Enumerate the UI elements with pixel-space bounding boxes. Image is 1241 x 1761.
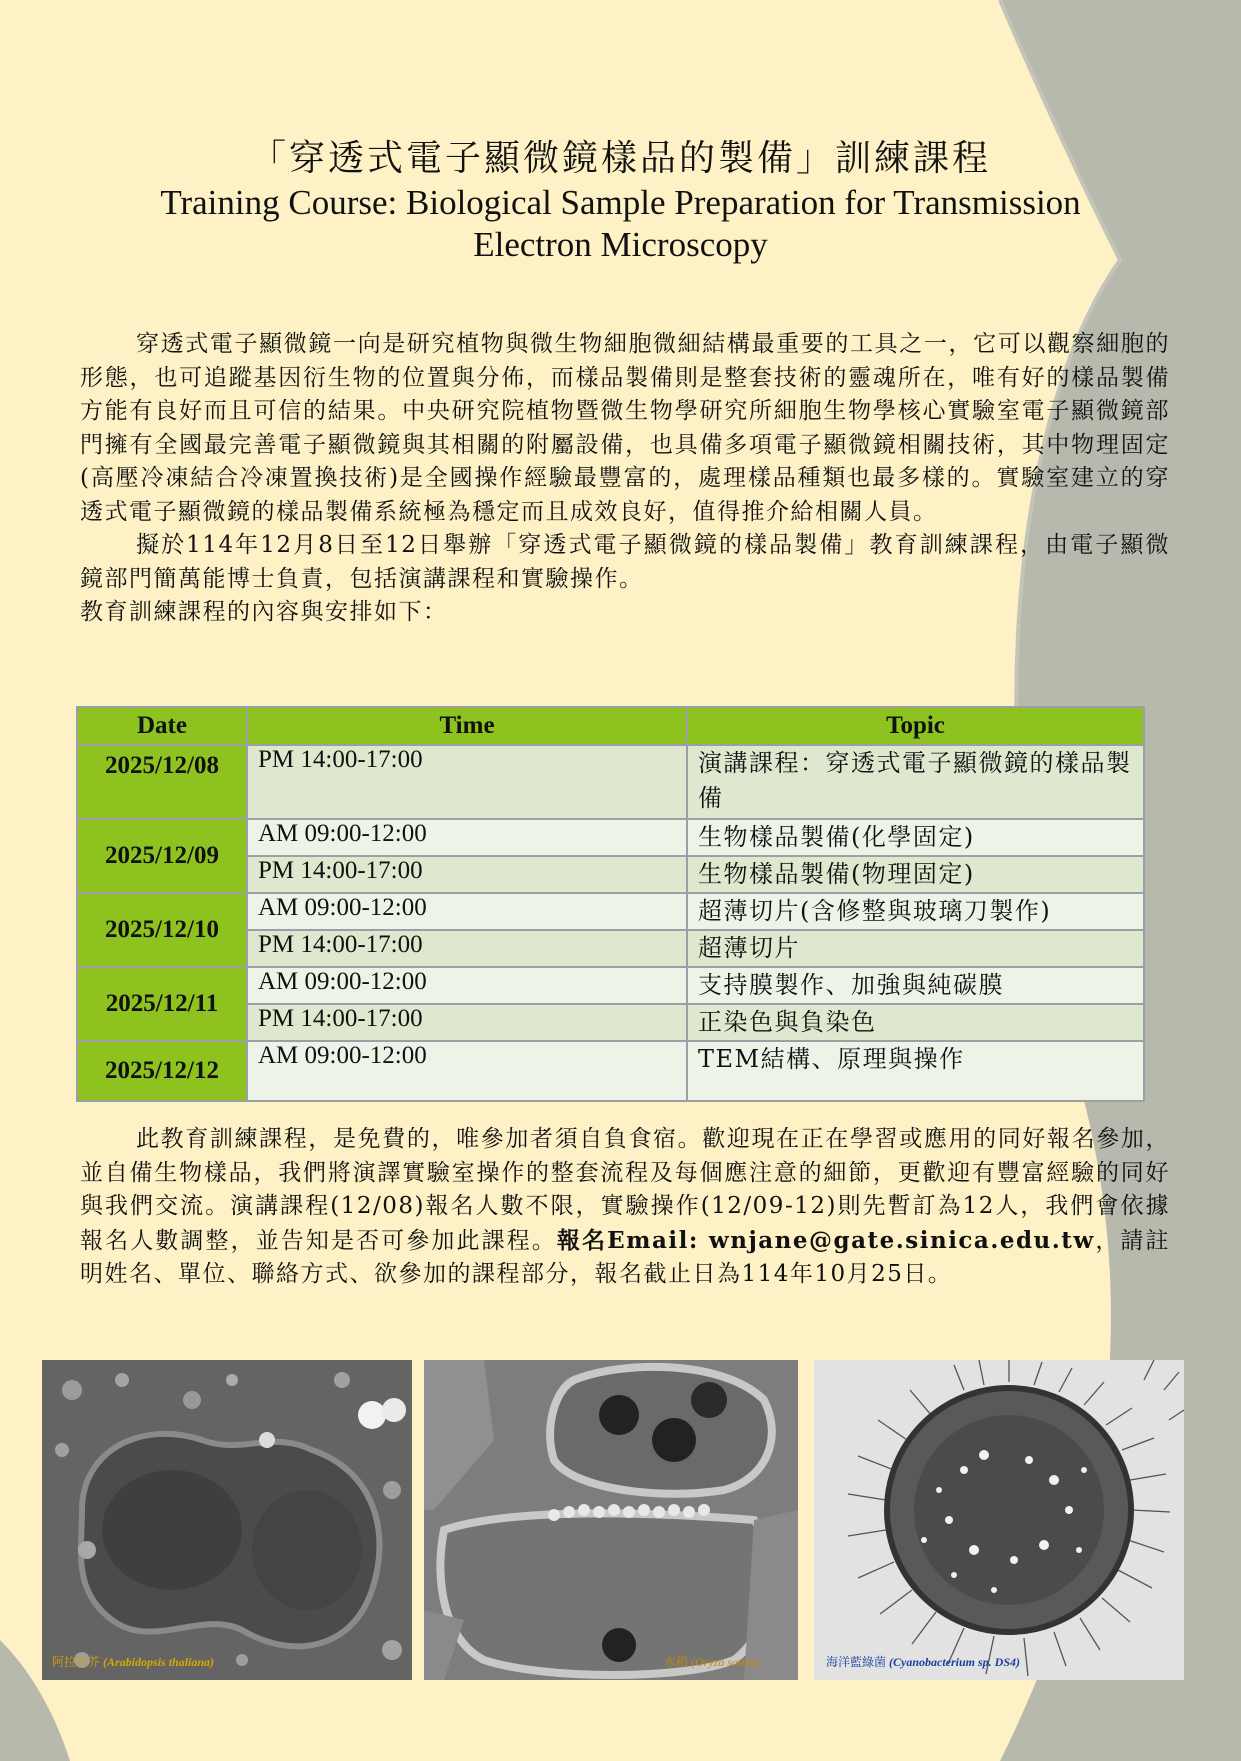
table-row <box>77 967 1144 1004</box>
date-cell: 2025/12/09 <box>77 819 247 893</box>
schedule-table <box>76 706 1145 1102</box>
tem-image-rice <box>424 1360 798 1680</box>
closing-text-2: ，請註明姓名、單位、聯絡方式、欲參加的課程部分，報名截止日為114年10月25日。 <box>80 1227 1171 1287</box>
time-cell: PM 14:00-17:00 <box>247 930 687 967</box>
photo-caption-arabidopsis <box>52 1653 214 1670</box>
caption-zh: 阿拉伯芥 <box>52 1655 101 1669</box>
caption-zh: 水稻 <box>664 1655 689 1669</box>
table-row <box>77 893 1144 930</box>
tem-photo-arabidopsis <box>42 1360 412 1680</box>
tem-image-arabidopsis <box>42 1360 412 1680</box>
topic-cell: 演講課程：穿透式電子顯微鏡的樣品製備 <box>687 745 1144 819</box>
topic-cell: 生物樣品製備(物理固定) <box>687 856 1144 893</box>
closing-text-1: 此教育訓練課程，是免費的，唯參加者須自負食宿。歡迎現在正在學習或應用的同好報名參加，並自備生物樣品，我們將演譯實驗室操作的整套流程及每個應注意的細節，更歡迎有豐富經驗的同好與我們交流。演講課程(12/08)報名人數不限，實驗操作(12/09-12)則先暫訂為12人，我們會依據報名人數調整，並告知是否可參加此課程。 <box>80 1126 1170 1254</box>
photo-caption-rice <box>664 1653 760 1670</box>
topic-cell: 生物樣品製備(化學固定) <box>687 819 1144 856</box>
title-chinese: 「穿透式電子顯微鏡樣品的製備」訓練課程 <box>249 138 991 179</box>
table-row <box>77 819 1144 856</box>
time-cell: PM 14:00-17:00 <box>247 1004 687 1041</box>
header-time: Time <box>247 707 687 745</box>
tem-photo-rice <box>424 1360 798 1680</box>
photo-caption-cyanobacterium <box>826 1653 1020 1670</box>
time-cell: PM 14:00-17:00 <box>247 856 687 893</box>
header-topic: Topic <box>687 707 1144 745</box>
topic-cell: 超薄切片 <box>687 930 1144 967</box>
intro-paragraph-1: 穿透式電子顯微鏡一向是研究植物與微生物細胞微細結構最重要的工具之一，它可以觀察細胞的形態，也可追蹤基因衍生物的位置與分佈，而樣品製備則是整套技術的靈魂所在，唯有好的樣品製備方能有良好而且可信的結果。中央研究院植物暨微生物學研究所細胞生物學核心實驗室電子顯微鏡部門擁有全國最完善電子顯微鏡與其相關的附屬設備，也具備多項電子顯微鏡相關技術，其中物理固定(高壓冷凍結合冷凍置換技術)是全國操作經驗最豐富的，處理樣品種類也最多樣的。實驗室建立的穿透式電子顯微鏡的樣品製備系統極為穩定而且成效良好，值得推介給相關人員。 <box>80 331 1170 525</box>
title-english-line2: Electron Microscopy <box>473 225 768 264</box>
caption-species: (Cyanobacterium sp. DS4) <box>889 1655 1021 1669</box>
caption-zh: 海洋藍綠菌 <box>826 1655 887 1669</box>
tem-image-cyanobacterium <box>814 1360 1184 1680</box>
time-cell: AM 09:00-12:00 <box>247 967 687 1004</box>
title-english-line1: Training Course: Biological Sample Preparation for Transmission <box>160 183 1081 222</box>
topic-cell: 正染色與負染色 <box>687 1004 1144 1041</box>
closing-paragraph <box>80 1123 1170 1292</box>
intro-paragraph-3: 教育訓練課程的內容與安排如下： <box>80 599 448 625</box>
topic-cell: TEM結構、原理與操作 <box>687 1041 1144 1101</box>
date-cell: 2025/12/10 <box>77 893 247 967</box>
time-cell: AM 09:00-12:00 <box>247 819 687 856</box>
time-cell: AM 09:00-12:00 <box>247 1041 687 1101</box>
registration-email[interactable]: 報名Email: wnjane@gate.sinica.edu.tw <box>556 1226 1095 1254</box>
title-english <box>100 182 1141 266</box>
table-row <box>77 745 1144 819</box>
topic-cell: 超薄切片(含修整與玻璃刀製作) <box>687 893 1144 930</box>
caption-species: (Oryza sativa) <box>691 1655 761 1669</box>
tem-photo-cyanobacterium <box>814 1360 1184 1680</box>
topic-cell: 支持膜製作、加強與純碳膜 <box>687 967 1144 1004</box>
closing-section <box>80 1123 1170 1292</box>
date-cell: 2025/12/08 <box>77 745 247 819</box>
date-cell: 2025/12/12 <box>77 1041 247 1101</box>
intro-section <box>80 328 1170 630</box>
header-date: Date <box>77 707 247 745</box>
time-cell: AM 09:00-12:00 <box>247 893 687 930</box>
table-row <box>77 1041 1144 1101</box>
caption-species: (Arabidopsis thaliana) <box>103 1655 215 1669</box>
intro-paragraph-2: 擬於114年12月8日至12日舉辦「穿透式電子顯微鏡的樣品製備」教育訓練課程，由電子顯微鏡部門簡萬能博士負責，包括演講課程和實驗操作。 <box>80 532 1170 592</box>
time-cell: PM 14:00-17:00 <box>247 745 687 819</box>
schedule-header-row <box>77 707 1144 745</box>
date-cell: 2025/12/11 <box>77 967 247 1041</box>
